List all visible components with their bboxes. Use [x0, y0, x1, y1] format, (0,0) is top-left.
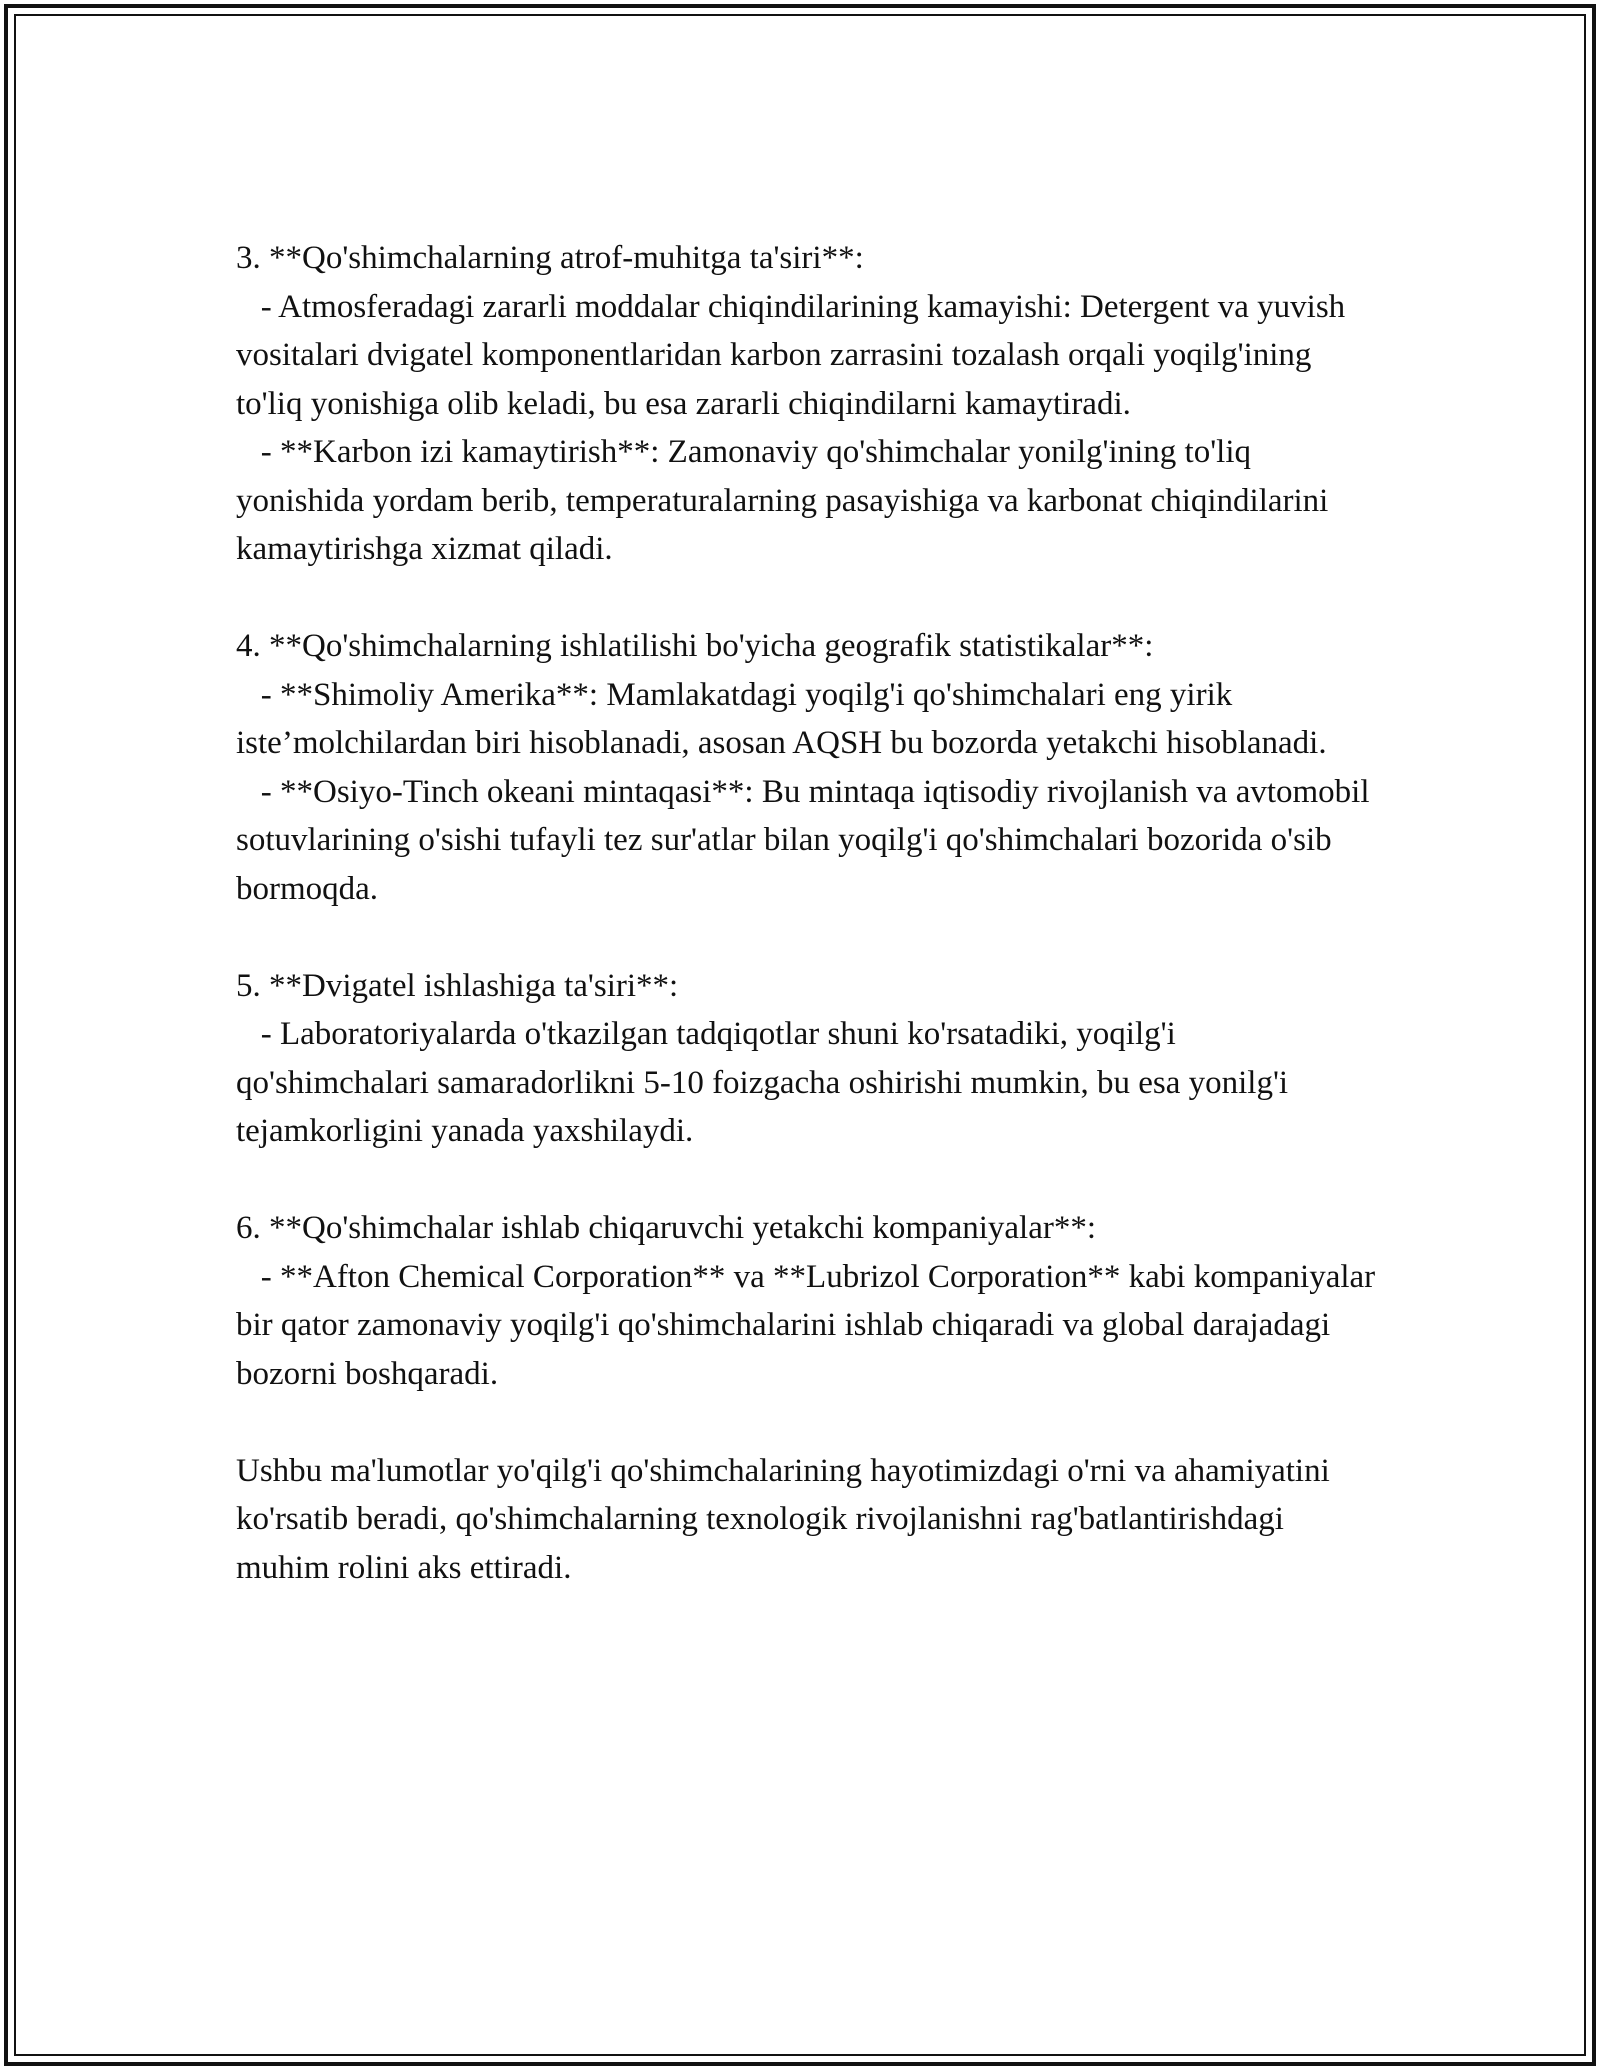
- section-6-heading: 6. **Qo'shimchalar ishlab chiqaruvchi yetakchi kompaniyalar**:: [236, 1210, 1097, 1246]
- conclusion-paragraph: Ushbu ma'lumotlar yo'qilg'i qo'shimchalarining hayotimizdagi o'rni va ahamiyatini ko'rsatib beradi, qo'shimchalarning texnologik rivojlanishni rag'batlantirishdagi muhim rolini aks ettiradi.: [236, 1452, 1339, 1586]
- section-3-heading: 3. **Qo'shimchalarning atrof-muhitga ta'siri**:: [236, 240, 864, 276]
- section-5-heading: 5. **Dvigatel ishlashiga ta'siri**:: [236, 967, 679, 1004]
- section-3-item-2: - **Karbon izi kamaytirish**: Zamonaviy qo'shimchalar yonilg'ining to'liq yonishida yordam berib, temperaturalarning pasayishiga va karbonat chiqindilarini kamaytirishga xizmat qiladi.: [236, 434, 1337, 567]
- paragraph-gap: [236, 913, 1376, 962]
- document-body: [236, 234, 1384, 1592]
- paragraph-gap: [236, 574, 1376, 623]
- section-4-item-1: - **Shimoliy Amerika**: Mamlakatdagi yoqilg'i qo'shimchalari eng yirik iste’molchilardan biri hisoblanadi, asosan AQSH bu bozorda yetakchi hisoblanadi.: [236, 676, 1327, 761]
- section-4-item-2: - **Osiyo-Tinch okeani mintaqasi**: Bu mintaqa iqtisodiy rivojlanish va avtomobil sotuvlarining o'sishi tufayli tez sur'atlar bilan yoqilg'i qo'shimchalari bozorida o'sib bormoqda.: [236, 773, 1378, 907]
- section-3-item-1: - Atmosferadagi zararli moddalar chiqindilarining kamayishi: Detergent va yuvish vositalari dvigatel komponentlaridan karbon zarrasini tozalash orqali yoqilg'ining to'liq yonishiga olib keladi, bu esa zararli chiqindilarni kamaytiradi.: [236, 288, 1354, 422]
- section-5-item-1: - Laboratoriyalarda o'tkazilgan tadqiqotlar shuni ko'rsatadiki, yoqilg'i qo'shimchalari samaradorlikni 5-10 foizgacha oshirishi mumkin, bu esa yonilg'i tejamkorligini yanada yaxshilaydi.: [236, 1016, 1297, 1149]
- section-6-item-1: - **Afton Chemical Corporation** va **Lubrizol Corporation** kabi kompaniyalar bir qator zamonaviy yoqilg'i qo'shimchalarini ishlab chiqaradi va global darajadagi bozorni boshqaradi.: [236, 1258, 1384, 1392]
- paragraph-gap: [236, 1156, 1376, 1205]
- paragraph-gap: [236, 1398, 1376, 1447]
- section-4-heading: 4. **Qo'shimchalarning ishlatilishi bo'yicha geografik statistikalar**:: [236, 628, 1154, 664]
